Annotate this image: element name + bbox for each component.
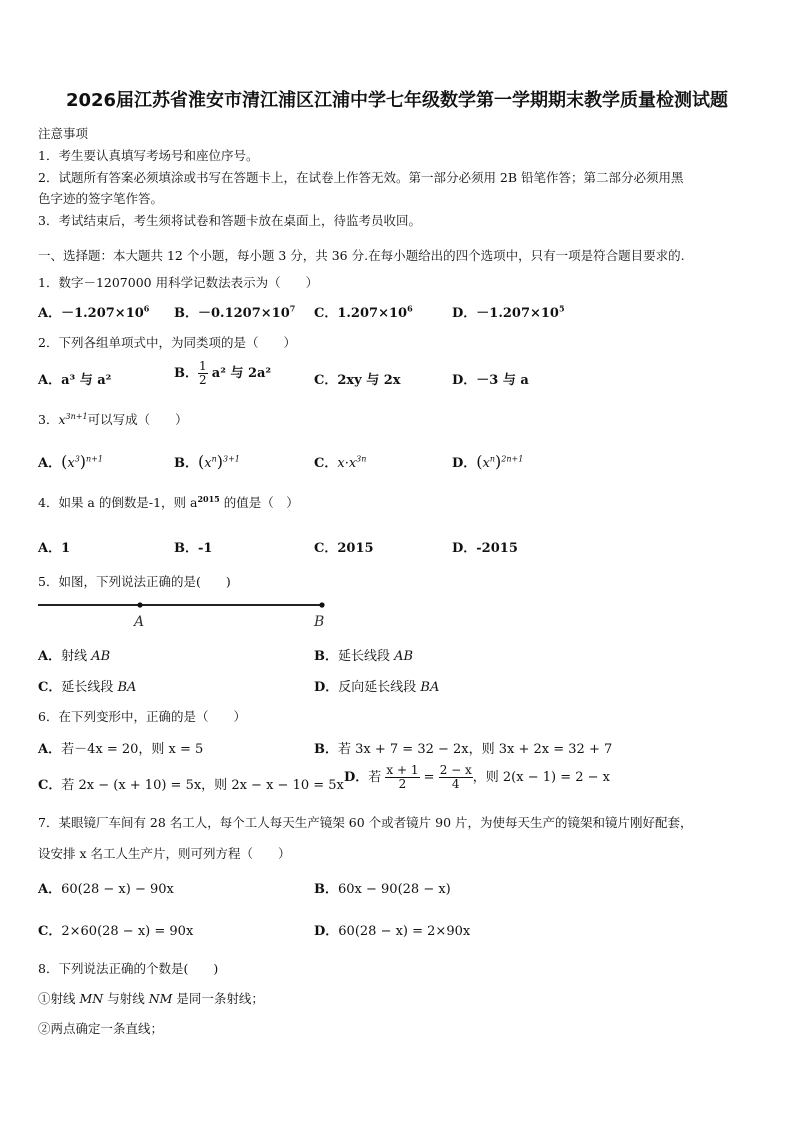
q2-option-b bbox=[174, 360, 271, 387]
option-label: B． bbox=[314, 742, 338, 757]
option-label: C． bbox=[38, 924, 62, 939]
option-text: －1.207×10 bbox=[61, 306, 144, 321]
math-base: x bbox=[67, 456, 75, 471]
q3-option-b: B．$(x^n)^{3+1}$ bbox=[174, 452, 240, 471]
exponent: 5 bbox=[558, 303, 565, 314]
q2-option-a bbox=[38, 369, 111, 388]
fraction-numerator: 2 − x bbox=[439, 763, 472, 777]
q6-stem: 6．在下列变形中，正确的是（ ） bbox=[38, 709, 246, 724]
q3-option-d: D．$(x^n)^{2n+1}$ bbox=[452, 452, 524, 471]
option-label: D． bbox=[314, 924, 339, 939]
option-label: C． bbox=[38, 778, 62, 793]
option-text: －1.207×10 bbox=[476, 306, 559, 321]
option-label: C． bbox=[314, 373, 338, 388]
option-text: 60(28 − x) = 2×90x bbox=[338, 924, 471, 939]
q8-item-1 bbox=[38, 989, 264, 1007]
math-base: x bbox=[482, 456, 490, 471]
q3-option-c bbox=[314, 452, 366, 471]
q6-option-d bbox=[344, 764, 610, 791]
q4-option-a bbox=[38, 537, 70, 556]
exponent: n bbox=[211, 454, 217, 464]
q7-option-c bbox=[38, 920, 193, 939]
option-label: C． bbox=[314, 541, 338, 556]
option-label: D． bbox=[452, 456, 477, 471]
q6-option-b bbox=[314, 738, 612, 757]
exponent: 7 bbox=[289, 303, 296, 314]
page-title: 2026届江苏省淮安市清江浦区江浦中学七年级数学第一学期期末教学质量检测试题 bbox=[65, 90, 729, 111]
item-text: 是同一条射线； bbox=[172, 991, 264, 1006]
q7-stem-line-1: 7．某眼镜厂车间有 28 名工人，每个工人每天生产镜架 60 个或者镜片 90 片，为使每天生产的镜架和镜片刚好配套， bbox=[38, 815, 693, 830]
option-label: D． bbox=[344, 770, 369, 785]
q2-option-c bbox=[314, 369, 401, 388]
option-label: B． bbox=[314, 882, 338, 897]
q5-option-a bbox=[38, 645, 110, 664]
notice-item-2: 2．试题所有答案必须填涂或书写在答题卡上，在试卷上作答无效。第一部分必须用 2B 铅笔作答；第二部分必须用黑 bbox=[38, 170, 684, 185]
fraction bbox=[385, 764, 419, 791]
notice-item-1: 1．考生要认真填写考场号和座位序号。 bbox=[38, 148, 259, 163]
option-label: A． bbox=[38, 742, 62, 757]
option-label: C． bbox=[314, 306, 338, 321]
point-a-dot bbox=[137, 602, 142, 607]
option-variable: AB bbox=[394, 649, 414, 664]
q5-option-b bbox=[314, 645, 413, 664]
option-text: 若 3x + 7 = 32 − 2x，则 3x + 2x = 32 + 7 bbox=[338, 742, 613, 757]
q2-option-d bbox=[452, 369, 529, 388]
notice-item-3: 3．考试结束后，考生须将试卷和答题卡放在桌面上，待监考员收回。 bbox=[38, 213, 421, 228]
fraction-denominator: 2 bbox=[398, 777, 407, 791]
q1-option-c bbox=[314, 302, 413, 321]
q3-stem bbox=[38, 410, 188, 428]
q4-option-d bbox=[452, 537, 518, 556]
option-text: 若 bbox=[368, 770, 386, 785]
q4-option-b bbox=[174, 537, 212, 556]
option-text: a² 与 2a² bbox=[211, 366, 272, 381]
option-label: C． bbox=[314, 456, 338, 471]
q1-option-d bbox=[452, 302, 565, 321]
option-label: D． bbox=[452, 541, 477, 556]
option-text: 若－4x = 20，则 x = 5 bbox=[61, 742, 204, 757]
option-label: A． bbox=[38, 373, 62, 388]
fraction bbox=[198, 360, 208, 387]
q5-stem: 5．如图，下列说法正确的是( ) bbox=[38, 574, 231, 589]
exponent: n+1 bbox=[86, 454, 103, 464]
option-variable: BA bbox=[117, 680, 137, 695]
option-text: 射线 bbox=[61, 649, 92, 664]
notice-heading: 注意事项 bbox=[38, 126, 89, 141]
q6-option-a bbox=[38, 738, 203, 757]
option-label: A． bbox=[38, 306, 62, 321]
q6-option-c bbox=[38, 774, 344, 793]
option-text: -1 bbox=[198, 541, 213, 556]
q3-option-a: A．$(x^3)^{n+1}$ bbox=[38, 452, 103, 471]
option-text: 2xy 与 2x bbox=[337, 373, 401, 388]
question-number: 3． bbox=[38, 412, 59, 427]
exponent: 2n+1 bbox=[501, 454, 524, 464]
option-text: -2015 bbox=[476, 541, 518, 556]
option-text: －3 与 a bbox=[476, 373, 529, 388]
option-text: －0.1207×10 bbox=[198, 306, 290, 321]
option-label: D． bbox=[314, 680, 339, 695]
option-text: 2015 bbox=[337, 541, 374, 556]
option-text: 若 2x − (x + 10) = 5x，则 2x − x − 10 = 5x bbox=[61, 778, 344, 793]
q2-stem: 2．下列各组单项式中，为同类项的是（ ） bbox=[38, 335, 296, 350]
q1-option-b bbox=[174, 302, 295, 321]
option-text: 60(28 − x) − 90x bbox=[61, 882, 174, 897]
stem-text: 的值是（ ） bbox=[219, 495, 299, 510]
item-text: ①射线 bbox=[38, 991, 80, 1006]
q4-option-c bbox=[314, 537, 374, 556]
option-label: B． bbox=[174, 366, 198, 381]
q7-option-b bbox=[314, 878, 451, 897]
q1-option-a bbox=[38, 302, 149, 321]
option-label: C． bbox=[38, 680, 62, 695]
math-base: x bbox=[58, 412, 66, 427]
option-text: 60x − 90(28 − x) bbox=[338, 882, 451, 897]
option-label: A． bbox=[38, 541, 62, 556]
q7-stem-line-2: 设安排 x 名工人生产片，则可列方程（ ） bbox=[38, 846, 291, 861]
item-variable: MN bbox=[79, 991, 104, 1006]
q4-stem bbox=[38, 493, 299, 511]
option-text: a³ 与 a² bbox=[61, 373, 112, 388]
stem-text: 可以写成（ ） bbox=[87, 412, 188, 427]
point-a-label: A bbox=[134, 614, 145, 628]
option-label: B． bbox=[174, 541, 198, 556]
stem-text: 4．如果 a 的倒数是-1，则 a bbox=[38, 495, 198, 510]
item-text: 与射线 bbox=[103, 991, 149, 1006]
exponent: 6 bbox=[407, 303, 413, 314]
exponent: 3n bbox=[356, 454, 367, 464]
exponent: 3+1 bbox=[223, 454, 240, 464]
option-text: 1 bbox=[61, 541, 71, 556]
q5-option-c bbox=[38, 676, 136, 695]
fraction bbox=[439, 764, 473, 791]
option-label: A． bbox=[38, 882, 62, 897]
option-label: B． bbox=[174, 306, 198, 321]
option-text: 2×60(28 − x) = 90x bbox=[61, 924, 194, 939]
exponent: n bbox=[489, 454, 496, 464]
exponent: 3n+1 bbox=[65, 411, 88, 421]
option-label: B． bbox=[174, 456, 198, 471]
exponent: 2015 bbox=[197, 493, 220, 504]
q7-option-a bbox=[38, 878, 174, 897]
option-label: A． bbox=[38, 649, 62, 664]
q5-option-d bbox=[314, 676, 439, 695]
q5-line-figure bbox=[36, 598, 336, 628]
option-text: 1.207×10 bbox=[337, 306, 408, 321]
option-label: D． bbox=[452, 373, 477, 388]
option-label: B． bbox=[314, 649, 338, 664]
equals-sign: = bbox=[419, 770, 439, 785]
exponent: 3 bbox=[74, 454, 80, 464]
option-variable: BA bbox=[420, 680, 440, 695]
q8-stem: 8．下列说法正确的个数是( ) bbox=[38, 961, 219, 976]
option-text: 反向延长线段 bbox=[338, 680, 421, 695]
option-text: 延长线段 bbox=[338, 649, 395, 664]
notice-item-2-cont: 色字迹的签字笔作答。 bbox=[38, 191, 164, 206]
point-b-label: B bbox=[314, 614, 325, 628]
option-label: A． bbox=[38, 456, 62, 471]
option-text: 延长线段 bbox=[61, 680, 118, 695]
fraction-numerator: x + 1 bbox=[386, 763, 419, 777]
exponent: 6 bbox=[143, 303, 150, 314]
q7-option-d bbox=[314, 920, 470, 939]
q8-item-2: ②两点确定一条直线； bbox=[38, 1021, 164, 1036]
point-b-dot bbox=[319, 602, 324, 607]
math-base: x bbox=[204, 456, 212, 471]
fraction-denominator: 2 bbox=[199, 373, 207, 387]
option-label: D． bbox=[452, 306, 477, 321]
option-variable: AB bbox=[91, 649, 111, 664]
fraction-numerator: 1 bbox=[199, 359, 207, 373]
item-variable: NM bbox=[148, 991, 173, 1006]
option-text: ，则 2(x − 1) = 2 − x bbox=[472, 770, 611, 785]
math-base: x·x bbox=[337, 456, 357, 471]
fraction-denominator: 4 bbox=[451, 777, 460, 791]
section-heading: 一、选择题：本大题共 12 个小题，每小题 3 分，共 36 分.在每小题给出的四个选项中，只有一项是符合题目要求的. bbox=[38, 248, 685, 263]
q1-stem: 1．数字－1207000 用科学记数法表示为（ ） bbox=[38, 275, 319, 290]
